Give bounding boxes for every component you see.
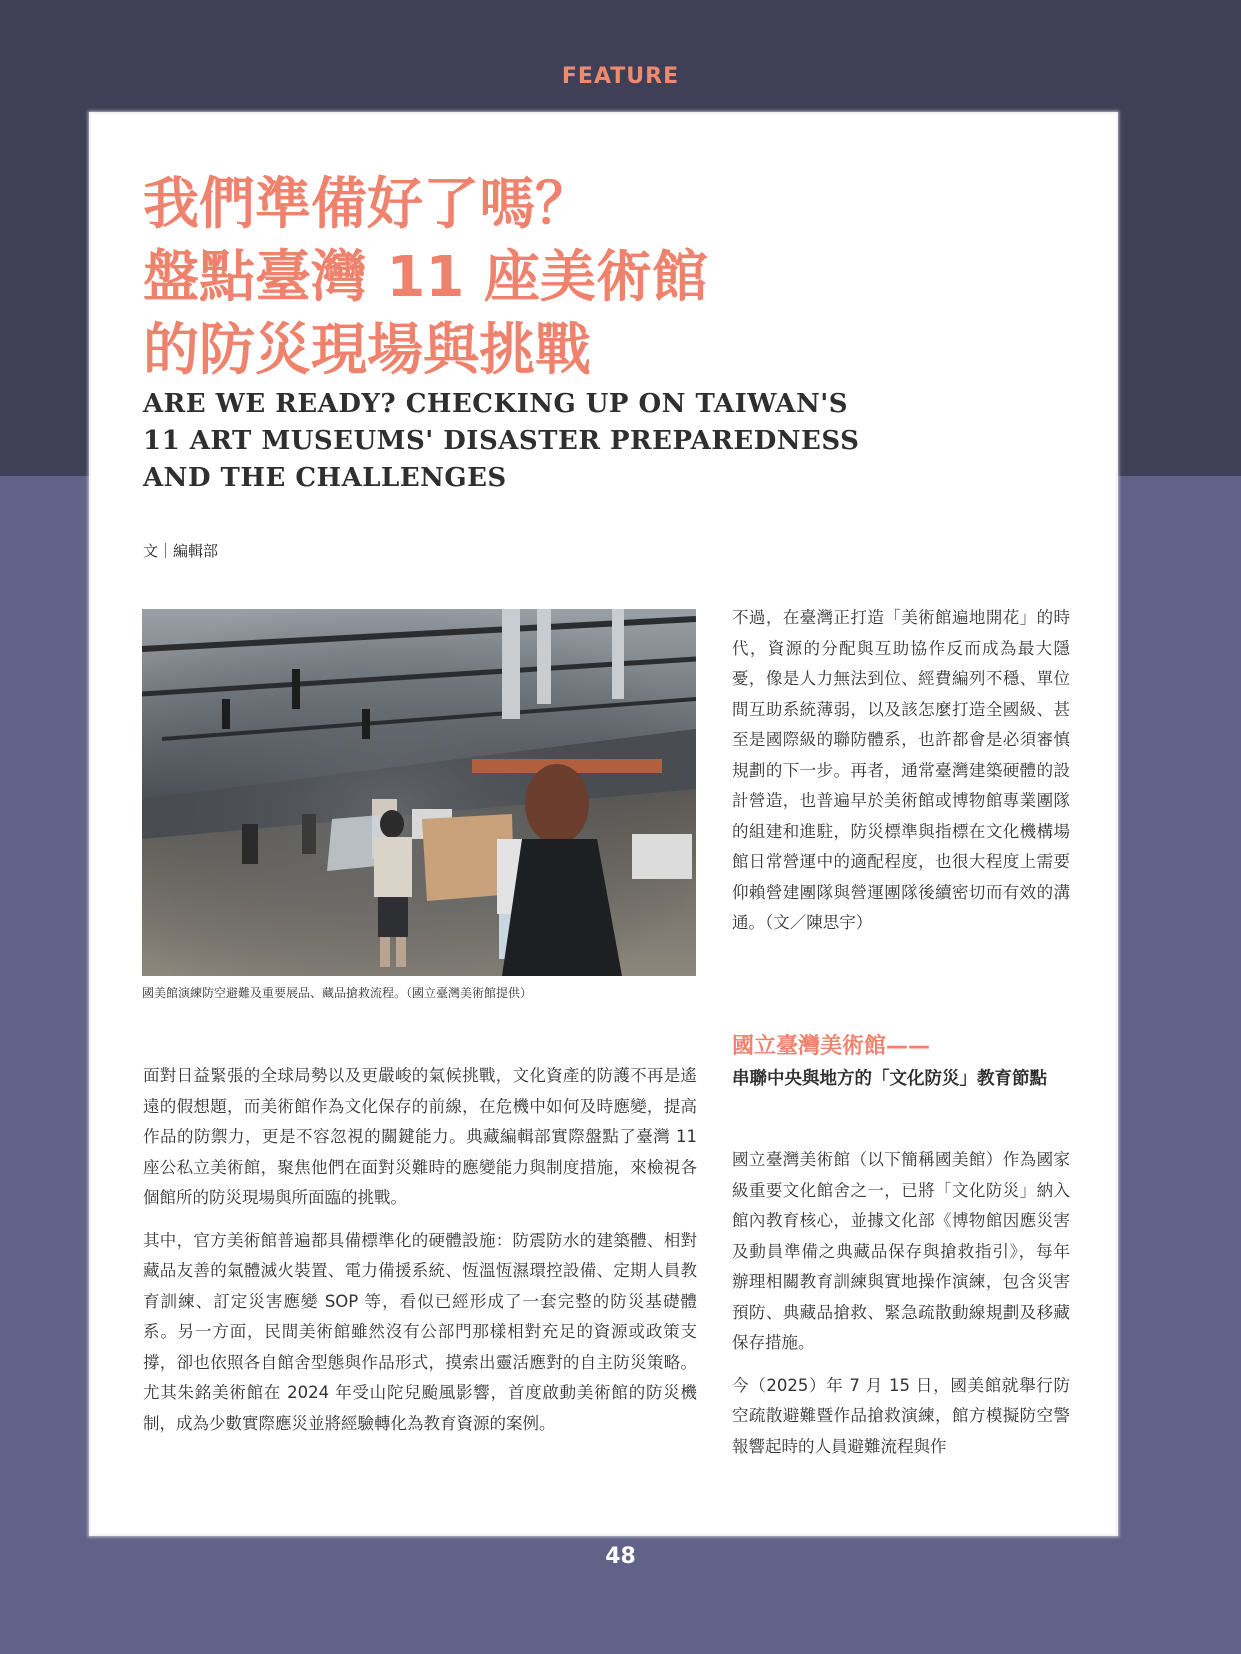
left-paragraph-1: 面對日益緊張的全球局勢以及更嚴峻的氣候挑戰，文化資產的防護不再是遙遠的假想題，而美術館作為文化保存的前線，在危機中如何及時應變，提高作品的防禦力，更是不容忽視的關鍵能力。典藏編輯部實際盤點了臺灣 11 座公私立美術館，聚焦他們在面對災難時的應變能力與制度措施，來檢視各個館所的防災現場與所面臨的挑戰。 xyxy=(143,1066,697,1207)
section-heading: 國立臺灣美術館—— xyxy=(732,1034,931,1059)
right-column-body xyxy=(732,1145,1070,1474)
section-label: FEATURE xyxy=(561,64,680,89)
drill-photo-illustration xyxy=(142,609,696,976)
right-paragraph-1: 國立臺灣美術館（以下簡稱國美館）作為國家級重要文化館舍之一，已將「文化防災」納入館內教育核心，並據文化部《博物館因應災害及動員準備之典藏品保存與搶救指引》，每年辦理相關教育訓練與實地操作演練，包含災害預防、典藏品搶救、緊急疏散動線規劃及移藏保存措施。 xyxy=(732,1150,1070,1352)
photo-caption: 國美館演練防空避難及重要展品、藏品搶救流程。（國立臺灣美術館提供） xyxy=(142,986,533,1000)
left-column xyxy=(143,1061,697,1451)
title-en-line-3: AND THE CHALLENGES xyxy=(143,463,507,493)
byline: 文｜編輯部 xyxy=(143,542,219,560)
right-paragraph-2: 今（2025）年 7 月 15 日，國美館就舉行防空疏散避難暨作品搶救演練，館方模擬防空警報響起時的人員避難流程與作 xyxy=(732,1375,1070,1456)
section-subheading: 串聯中央與地方的「文化防災」教育節點 xyxy=(732,1069,1047,1089)
title-chinese xyxy=(143,168,863,387)
right-column-intro xyxy=(732,603,1070,939)
page-number: 48 xyxy=(605,1544,636,1569)
title-en-line-2: 11 ART MUSEUMS' DISASTER PREPAREDNESS xyxy=(143,426,860,456)
title-zh-line-3: 的防災現場與挑戰 xyxy=(143,318,591,383)
article-photo xyxy=(142,609,696,976)
title-zh-line-2: 盤點臺灣 11 座美術館 xyxy=(143,245,708,310)
title-en-line-1: ARE WE READY? CHECKING UP ON TAIWAN'S xyxy=(143,389,848,419)
title-zh-line-1: 我們準備好了嗎？ xyxy=(143,172,591,237)
title-english xyxy=(143,386,863,497)
left-paragraph-2: 其中，官方美術館普遍都具備標準化的硬體設施：防震防水的建築體、相對藏品友善的氣體滅火裝置、電力備援系統、恆溫恆濕環控設備、定期人員教育訓練、訂定災害應變 SOP 等，看似已經形成了一套完整的防災基礎體系。另一方面，民間美術館雖然沒有公部門那樣相對充足的資源或政策支撐，卻也依照各自館舍型態與作品形式，摸索出靈活應對的自主防災策略。尤其朱銘美術館在 2024 年受山陀兒颱風影響，首度啟動美術館的防災機制，成為少數實際應災並將經驗轉化為教育資源的案例。 xyxy=(143,1230,697,1433)
right-intro-paragraph: 不過，在臺灣正打造「美術館遍地開花」的時代，資源的分配與互助協作反而成為最大隱憂，像是人力無法到位、經費編列不穩、單位間互助系統薄弱，以及該怎麼打造全國級、甚至是國際級的聯防體系，也許都會是必須審慎規劃的下一步。再者，通常臺灣建築硬體的設計營造，也普遍早於美術館或博物館專業團隊的組建和進駐，防災標準與指標在文化機構場館日常營運中的適配程度，也很大程度上需要仰賴營建團隊與營運團隊後續密切而有效的溝通。（文／陳思宇） xyxy=(732,608,1070,932)
